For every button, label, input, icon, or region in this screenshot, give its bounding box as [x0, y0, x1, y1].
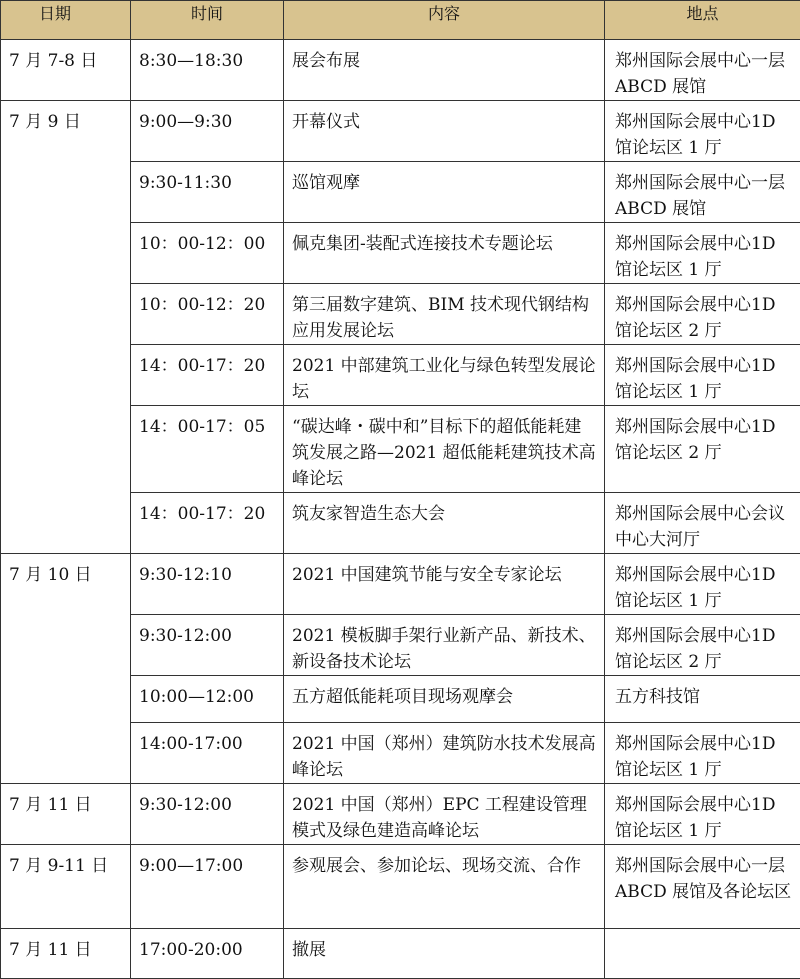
place-cell: 郑州国际会展中心1D 馆论坛区 1 厅	[605, 784, 800, 845]
time-cell: 14：00-17：20	[131, 493, 284, 554]
table-row	[1, 40, 800, 101]
header-place: 地点	[605, 1, 800, 40]
time-cell: 9:30-12:10	[131, 554, 284, 615]
place-cell: 郑州国际会展中心1D 馆论坛区 1 厅	[605, 223, 800, 284]
date-cell: 7 月 11 日	[1, 784, 131, 845]
time-cell: 10：00-12：00	[131, 223, 284, 284]
time-cell: 9:30-12:00	[131, 615, 284, 676]
date-cell: 7 月 9 日	[1, 101, 131, 554]
time-cell: 9:00—9:30	[131, 101, 284, 162]
content-cell: 第三届数字建筑、BIM 技术现代钢结构应用发展论坛	[284, 284, 605, 345]
content-cell: 参观展会、参加论坛、现场交流、合作	[284, 845, 605, 929]
time-cell: 8:30—18:30	[131, 40, 284, 101]
header-content: 内容	[284, 1, 605, 40]
content-cell: 2021 中国（郑州）建筑防水技术发展高峰论坛	[284, 723, 605, 784]
place-cell: 五方科技馆	[605, 676, 800, 723]
time-cell: 17:00-20:00	[131, 929, 284, 979]
place-cell: 郑州国际会展中心1D 馆论坛区 2 厅	[605, 615, 800, 676]
place-cell: 郑州国际会展中心一层 ABCD 展馆	[605, 162, 800, 223]
header-time: 时间	[131, 1, 284, 40]
content-cell: 展会布展	[284, 40, 605, 101]
table-row	[1, 554, 800, 615]
place-cell: 郑州国际会展中心一层 ABCD 展馆及各论坛区	[605, 845, 800, 929]
content-cell: 撤展	[284, 929, 605, 979]
place-cell: 郑州国际会展中心1D 馆论坛区 1 厅	[605, 101, 800, 162]
content-cell: 2021 模板脚手架行业新产品、新技术、新设备技术论坛	[284, 615, 605, 676]
place-cell: 郑州国际会展中心1D 馆论坛区 2 厅	[605, 406, 800, 493]
header-row	[1, 1, 800, 40]
content-cell: 五方超低能耗项目现场观摩会	[284, 676, 605, 723]
place-cell: 郑州国际会展中心会议中心大河厅	[605, 493, 800, 554]
date-cell: 7 月 7-8 日	[1, 40, 131, 101]
time-cell: 9:30-12:00	[131, 784, 284, 845]
content-cell: 巡馆观摩	[284, 162, 605, 223]
date-cell: 7 月 11 日	[1, 929, 131, 979]
time-cell: 10：00-12：20	[131, 284, 284, 345]
table-row	[1, 784, 800, 845]
place-cell: 郑州国际会展中心1D 馆论坛区 1 厅	[605, 345, 800, 406]
table-row	[1, 845, 800, 929]
content-cell: 佩克集团-装配式连接技术专题论坛	[284, 223, 605, 284]
time-cell: 14:00-17:00	[131, 723, 284, 784]
content-cell: “碳达峰・碳中和”目标下的超低能耗建筑发展之路—2021 超低能耗建筑技术高峰论坛	[284, 406, 605, 493]
date-cell: 7 月 9-11 日	[1, 845, 131, 929]
time-cell: 9:30-11:30	[131, 162, 284, 223]
time-cell: 14：00-17：05	[131, 406, 284, 493]
time-cell: 10:00—12:00	[131, 676, 284, 723]
content-cell: 2021 中国建筑节能与安全专家论坛	[284, 554, 605, 615]
content-cell: 2021 中部建筑工业化与绿色转型发展论坛	[284, 345, 605, 406]
place-cell: 郑州国际会展中心1D 馆论坛区 1 厅	[605, 723, 800, 784]
time-cell: 9:00—17:00	[131, 845, 284, 929]
table-row	[1, 101, 800, 162]
table-row	[1, 929, 800, 979]
place-cell: 郑州国际会展中心1D 馆论坛区 1 厅	[605, 554, 800, 615]
place-cell: 郑州国际会展中心一层 ABCD 展馆	[605, 40, 800, 101]
time-cell: 14：00-17：20	[131, 345, 284, 406]
place-cell: 郑州国际会展中心1D 馆论坛区 2 厅	[605, 284, 800, 345]
content-cell: 2021 中国（郑州）EPC 工程建设管理模式及绿色建造高峰论坛	[284, 784, 605, 845]
place-cell	[605, 929, 800, 979]
content-cell: 开幕仪式	[284, 101, 605, 162]
header-date: 日期	[1, 1, 131, 40]
content-cell: 筑友家智造生态大会	[284, 493, 605, 554]
date-cell: 7 月 10 日	[1, 554, 131, 784]
